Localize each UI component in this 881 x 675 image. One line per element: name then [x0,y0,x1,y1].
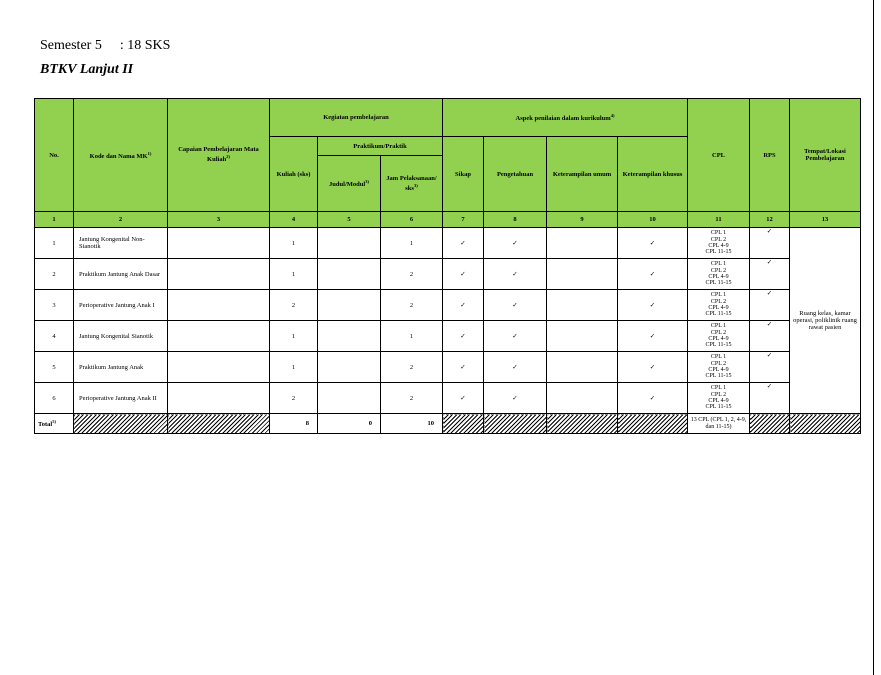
course-name: Jantung Kongenital Sianotik [74,321,168,352]
cpl-cell: CPL 1 CPL 2 CPL 4-9 CPL 11-15 [688,352,750,383]
kuliah-cell: 1 [270,352,318,383]
hatched-cell [750,414,790,434]
kuliah-cell: 2 [270,290,318,321]
kuliah-cell: 1 [270,259,318,290]
lokasi-cell: Ruang kelas, kamar operasi, poliklinik ruang rawat pasien [790,228,861,414]
rps-check: ✓ [750,259,790,290]
rps-check: ✓ [750,228,790,259]
keterampilan-umum-cell [547,228,618,259]
hatched-cell [484,414,547,434]
rps-check: ✓ [750,383,790,414]
jam-cell: 2 [381,259,443,290]
pengetahuan-check: ✓ [484,228,547,259]
row-number: 2 [35,259,74,290]
sikap-check: ✓ [443,259,484,290]
kuliah-cell: 2 [270,383,318,414]
keterampilan-umum-cell [547,259,618,290]
sikap-check: ✓ [443,228,484,259]
total-kuliah: 8 [270,414,318,434]
total-cpl: 13 CPL (CPL 1, 2, 4-9, dan 11-15) [688,414,750,434]
semester-line [40,38,170,54]
course-name: Jantung Kongenital Non-Sianotik [74,228,168,259]
table-row [35,383,861,414]
sikap-check: ✓ [443,321,484,352]
header-capaian: Capaian Pembelajaran Mata Kuliah$^{2)}$ [168,99,270,212]
header-kode: Kode dan Nama MK$^{1)}$ [74,99,168,212]
jam-cell: 2 [381,290,443,321]
jam-cell: 2 [381,352,443,383]
pengetahuan-check: ✓ [484,352,547,383]
header-row-1 [35,99,861,137]
header-kegiatan: Kegiatan pembelajaran [270,99,443,137]
header-keterampilan-umum: Keterampilan umum [547,137,618,212]
table-row [35,321,861,352]
column-number: 6 [381,212,443,228]
keterampilan-khusus-check: ✓ [618,321,688,352]
sikap-check: ✓ [443,352,484,383]
capaian-cell [168,383,270,414]
table-row [35,352,861,383]
keterampilan-khusus-check: ✓ [618,228,688,259]
header-tempat: Tempat/Lokasi Pembelajaran [790,99,861,212]
judul-cell [318,352,381,383]
judul-cell [318,290,381,321]
kuliah-cell: 1 [270,228,318,259]
cpl-cell: CPL 1 CPL 2 CPL 4-9 CPL 11-15 [688,321,750,352]
total-judul: 0 [318,414,381,434]
judul-cell [318,259,381,290]
rps-check: ✓ [750,352,790,383]
keterampilan-umum-cell [547,352,618,383]
keterampilan-khusus-check: ✓ [618,383,688,414]
capaian-cell [168,228,270,259]
hatched-cell [547,414,618,434]
capaian-cell [168,290,270,321]
total-row [35,414,861,434]
column-number: 4 [270,212,318,228]
page-edge-line [873,0,874,675]
row-number: 3 [35,290,74,321]
judul-cell [318,321,381,352]
header-sikap: Sikap [443,137,484,212]
header-kuliah: Kuliah (sks) [270,137,318,212]
cpl-cell: CPL 1 CPL 2 CPL 4-9 CPL 11-15 [688,290,750,321]
header-cpl: CPL [688,99,750,212]
keterampilan-umum-cell [547,383,618,414]
column-number: 11 [688,212,750,228]
keterampilan-umum-cell [547,290,618,321]
header-aspek: Aspek penilaian dalam kurikulum$^{4)}$ [443,99,688,137]
row-number: 1 [35,228,74,259]
jam-cell: 1 [381,321,443,352]
header-keterampilan-khusus: Keterampilan khusus [618,137,688,212]
sks-value: : 18 SKS [119,38,171,53]
column-number: 8 [484,212,547,228]
column-number: 9 [547,212,618,228]
cpl-cell: CPL 1 CPL 2 CPL 4-9 CPL 11-15 [688,228,750,259]
rps-check: ✓ [750,290,790,321]
pengetahuan-check: ✓ [484,259,547,290]
rps-check: ✓ [750,321,790,352]
row-number: 5 [35,352,74,383]
header-no: No. [35,99,74,212]
row-number: 6 [35,383,74,414]
capaian-cell [168,259,270,290]
column-number: 1 [35,212,74,228]
course-name: Perioperative Jantung Anak II [74,383,168,414]
sikap-check: ✓ [443,290,484,321]
course-name: Perioperative Jantung Anak I [74,290,168,321]
column-number: 3 [168,212,270,228]
header-rps: RPS [750,99,790,212]
pengetahuan-check: ✓ [484,383,547,414]
hatched-cell [618,414,688,434]
header-praktikum: Praktikum/Praktik [318,137,443,156]
row-number: 4 [35,321,74,352]
hatched-cell [168,414,270,434]
curriculum-table [34,98,861,434]
column-number: 12 [750,212,790,228]
course-group-title: BTKV Lanjut II [40,62,134,77]
capaian-cell [168,321,270,352]
column-number: 5 [318,212,381,228]
column-number-row [35,212,861,228]
column-number: 2 [74,212,168,228]
pengetahuan-check: ✓ [484,321,547,352]
table-row [35,290,861,321]
column-number: 13 [790,212,861,228]
total-jam: 10 [381,414,443,434]
cpl-cell: CPL 1 CPL 2 CPL 4-9 CPL 11-15 [688,259,750,290]
cpl-cell: CPL 1 CPL 2 CPL 4-9 CPL 11-15 [688,383,750,414]
judul-cell [318,228,381,259]
capaian-cell [168,352,270,383]
header-judul: Judul/Modul$^{3)}$ [318,156,381,212]
jam-cell: 2 [381,383,443,414]
pengetahuan-check: ✓ [484,290,547,321]
course-name: Praktikum Jantung Anak [74,352,168,383]
keterampilan-umum-cell [547,321,618,352]
sikap-check: ✓ [443,383,484,414]
hatched-cell [74,414,168,434]
hatched-cell [443,414,484,434]
semester-label: Semester 5 [40,38,102,53]
course-name: Praktikum Jantung Anak Dasar [74,259,168,290]
total-label: Total$^{5)}$ [35,414,74,434]
hatched-cell [790,414,861,434]
keterampilan-khusus-check: ✓ [618,259,688,290]
table-row [35,259,861,290]
keterampilan-khusus-check: ✓ [618,352,688,383]
table-row [35,228,861,259]
header-pengetahuan: Pengetahuan [484,137,547,212]
keterampilan-khusus-check: ✓ [618,290,688,321]
header-jam: Jam Pelaksanaan/ sks$^{3)}$ [381,156,443,212]
judul-cell [318,383,381,414]
kuliah-cell: 1 [270,321,318,352]
jam-cell: 1 [381,228,443,259]
column-number: 10 [618,212,688,228]
column-number: 7 [443,212,484,228]
